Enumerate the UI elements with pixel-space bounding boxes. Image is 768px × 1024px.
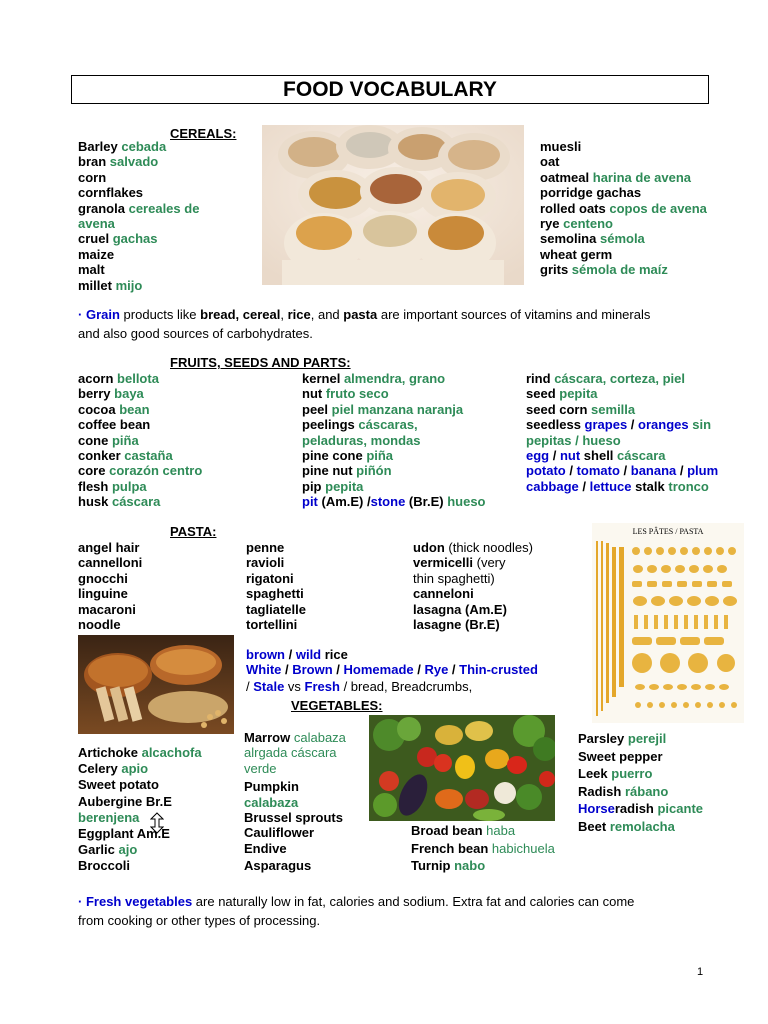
pasta-item: thin spaghetti): [413, 570, 495, 586]
cereal-item: rye centeno: [540, 216, 613, 232]
fruit-item: pit (Am.E) /stone (Br.E) hueso: [302, 494, 486, 510]
grain-paragraph: · Grain products like bread, cereal, rice, and pasta are important sources of vitamins and minerals and also good sources of carbohydrates.: [78, 307, 651, 341]
vegetables-col4: [578, 730, 703, 835]
fruit-item: coffee bean: [78, 417, 151, 433]
pasta-item: lasagne (Br.E): [413, 617, 500, 633]
cereal-item: bran salvado: [78, 154, 159, 170]
cereal-item: rolled oats copos de avena: [540, 200, 707, 216]
pasta-item: linguine: [78, 586, 128, 602]
veg-item: verde: [244, 760, 277, 776]
veg-item: Radish rábano: [578, 783, 669, 799]
veg-item: Parsley perejil: [578, 731, 667, 746]
fruit-item: pepitas / hueso: [526, 432, 621, 448]
fruits-col3: [526, 371, 718, 494]
veg-item: Horseradish picante: [578, 801, 703, 816]
cereal-item: semolina sémola: [540, 231, 645, 247]
veg-item: Leek puerro: [578, 766, 653, 781]
veg-item: French bean habichuela: [411, 840, 555, 856]
veg-item: Aubergine Br.E: [78, 793, 172, 809]
pasta-item: canneloni: [413, 586, 474, 602]
cereal-item: granola cereales de: [78, 200, 200, 216]
pasta-item: gnocchi: [78, 570, 128, 586]
pasta-item: cannelloni: [78, 555, 143, 571]
pasta-item: lasagna (Am.E): [413, 601, 507, 617]
pasta-item: tortellini: [246, 617, 298, 633]
fruit-item: nut fruto seco: [302, 386, 389, 402]
cereal-item: cruel gachas: [78, 231, 158, 247]
veg-item: Sweet potato: [78, 777, 159, 793]
fruits-heading: FRUITS, SEEDS AND PARTS:: [170, 355, 351, 370]
cereal-item: corn: [78, 169, 107, 185]
veg-item: alrgada cáscara: [244, 745, 337, 761]
fruit-item: cabbage / lettuce stalk tronco: [526, 478, 709, 494]
fruit-item: potato / tomato / banana / plum: [526, 463, 719, 479]
veg-item: Broad bean haba: [411, 823, 516, 838]
pasta-poster: [592, 523, 744, 723]
pasta-item: noodle: [78, 617, 121, 633]
veg-item: Beet remolacha: [578, 818, 675, 834]
cereals-right-list: [540, 139, 707, 278]
fruit-item: berry baya: [78, 386, 144, 402]
fruit-item: acorn bellota: [78, 371, 159, 386]
pasta-heading: PASTA:: [170, 524, 217, 539]
fruit-item: pine cone piña: [302, 448, 394, 464]
vegetables-col3: [411, 822, 555, 875]
fruit-item: cone piña: [78, 432, 139, 448]
vegetables-photo: [369, 715, 555, 821]
pasta-item: spaghetti: [246, 586, 304, 602]
fruit-item: husk cáscara: [78, 494, 161, 510]
cereal-item: avena: [78, 216, 115, 232]
cereal-item: oatmeal harina de avena: [540, 169, 692, 185]
veg-item: Garlic ajo: [78, 842, 138, 858]
veg-item: Pumpkin: [244, 779, 299, 795]
veg-item: Brussel sprouts: [244, 810, 343, 826]
bread-photo: [78, 635, 234, 734]
bread-line-2: White / Brown / Homemade / Rye / Thin-crusted: [246, 662, 538, 677]
pasta-item: vermicelli (very: [413, 555, 506, 571]
fruit-item: egg / nut shell cáscara: [526, 448, 666, 464]
cereal-item: oat: [540, 154, 560, 170]
fruit-item: pip pepita: [302, 478, 364, 494]
cereal-item: maize: [78, 246, 115, 262]
fruit-item: seed pepita: [526, 386, 598, 402]
cereals-heading: CEREALS:: [170, 126, 237, 141]
veg-item: berenjena: [78, 809, 140, 825]
page-number: 1: [697, 966, 704, 978]
pasta-item: tagliatelle: [246, 601, 306, 617]
pasta-col2: [246, 540, 306, 632]
pasta-col1: [78, 540, 142, 632]
fruit-item: peelings cáscaras,: [302, 417, 418, 433]
pasta-item: macaroni: [78, 601, 136, 617]
veg-item: Endive: [244, 840, 287, 856]
bread-line-1: brown / wild rice: [246, 647, 348, 662]
fruit-item: core corazón centro: [78, 463, 203, 479]
veg-item: Sweet pepper: [578, 748, 663, 764]
fruit-item: seedless grapes / oranges sin: [526, 417, 712, 433]
fruit-item: rind cáscara, corteza, piel: [526, 371, 685, 386]
cereal-item: millet mijo: [78, 277, 143, 293]
fruit-item: conker castaña: [78, 448, 173, 464]
fruit-item: kernel almendra, grano: [302, 371, 446, 386]
fruit-item: flesh pulpa: [78, 478, 147, 494]
fruit-item: peel piel manzana naranja: [302, 401, 464, 417]
cereal-item: porridge gachas: [540, 185, 642, 201]
fruit-item: peladuras, mondas: [302, 432, 421, 448]
vegetables-paragraph: · Fresh vegetables are naturally low in fat, calories and sodium. Extra fat and calories can come from cooking or other types of processing.: [78, 894, 635, 928]
page-title: FOOD VOCABULARY: [71, 75, 709, 104]
cereal-item: malt: [78, 262, 105, 278]
cereal-item: grits sémola de maíz: [540, 262, 668, 278]
cereal-item: Barley cebada: [78, 139, 167, 154]
bread-line-3: / Stale vs Fresh / bread, Breadcrumbs,: [246, 679, 473, 694]
fruits-col1: [78, 371, 202, 510]
veg-item: Celery apio: [78, 761, 149, 777]
cereal-item: cornflakes: [78, 185, 144, 201]
fruit-item: cocoa bean: [78, 401, 150, 417]
fruit-item: seed corn semilla: [526, 401, 636, 417]
veg-item: Cauliflower: [244, 825, 315, 841]
vegetables-heading: VEGETABLES:: [291, 698, 383, 713]
grain-sacks-photo: [262, 125, 524, 285]
cereals-left-list: [78, 139, 199, 293]
cereal-item: muesli: [540, 139, 582, 154]
veg-item: Turnip nabo: [411, 858, 486, 873]
fruit-item: pine nut piñón: [302, 463, 392, 479]
veg-item: Marrow calabaza: [244, 730, 346, 745]
pasta-item: angel hair: [78, 540, 140, 555]
veg-item: Broccoli: [78, 858, 131, 874]
pasta-item: rigatoni: [246, 570, 294, 586]
vegetables-col2: [244, 730, 346, 874]
cereal-item: wheat germ: [540, 246, 613, 262]
veg-item: Eggplant Am.E: [78, 826, 170, 842]
pasta-item: udon (thick noodles): [413, 540, 533, 555]
pasta-poster-title: LES PÂTES / PASTA: [632, 527, 704, 536]
fruits-col2: [302, 371, 486, 510]
veg-item: Asparagus: [244, 858, 312, 874]
pasta-col3: [413, 540, 533, 632]
pasta-item: ravioli: [246, 555, 285, 571]
vegetables-col1: [78, 745, 202, 875]
veg-item: Artichoke alcachofa: [78, 745, 202, 760]
pasta-item: penne: [246, 540, 285, 555]
veg-item: calabaza: [244, 794, 299, 810]
double-arrow-icon: [150, 812, 164, 839]
